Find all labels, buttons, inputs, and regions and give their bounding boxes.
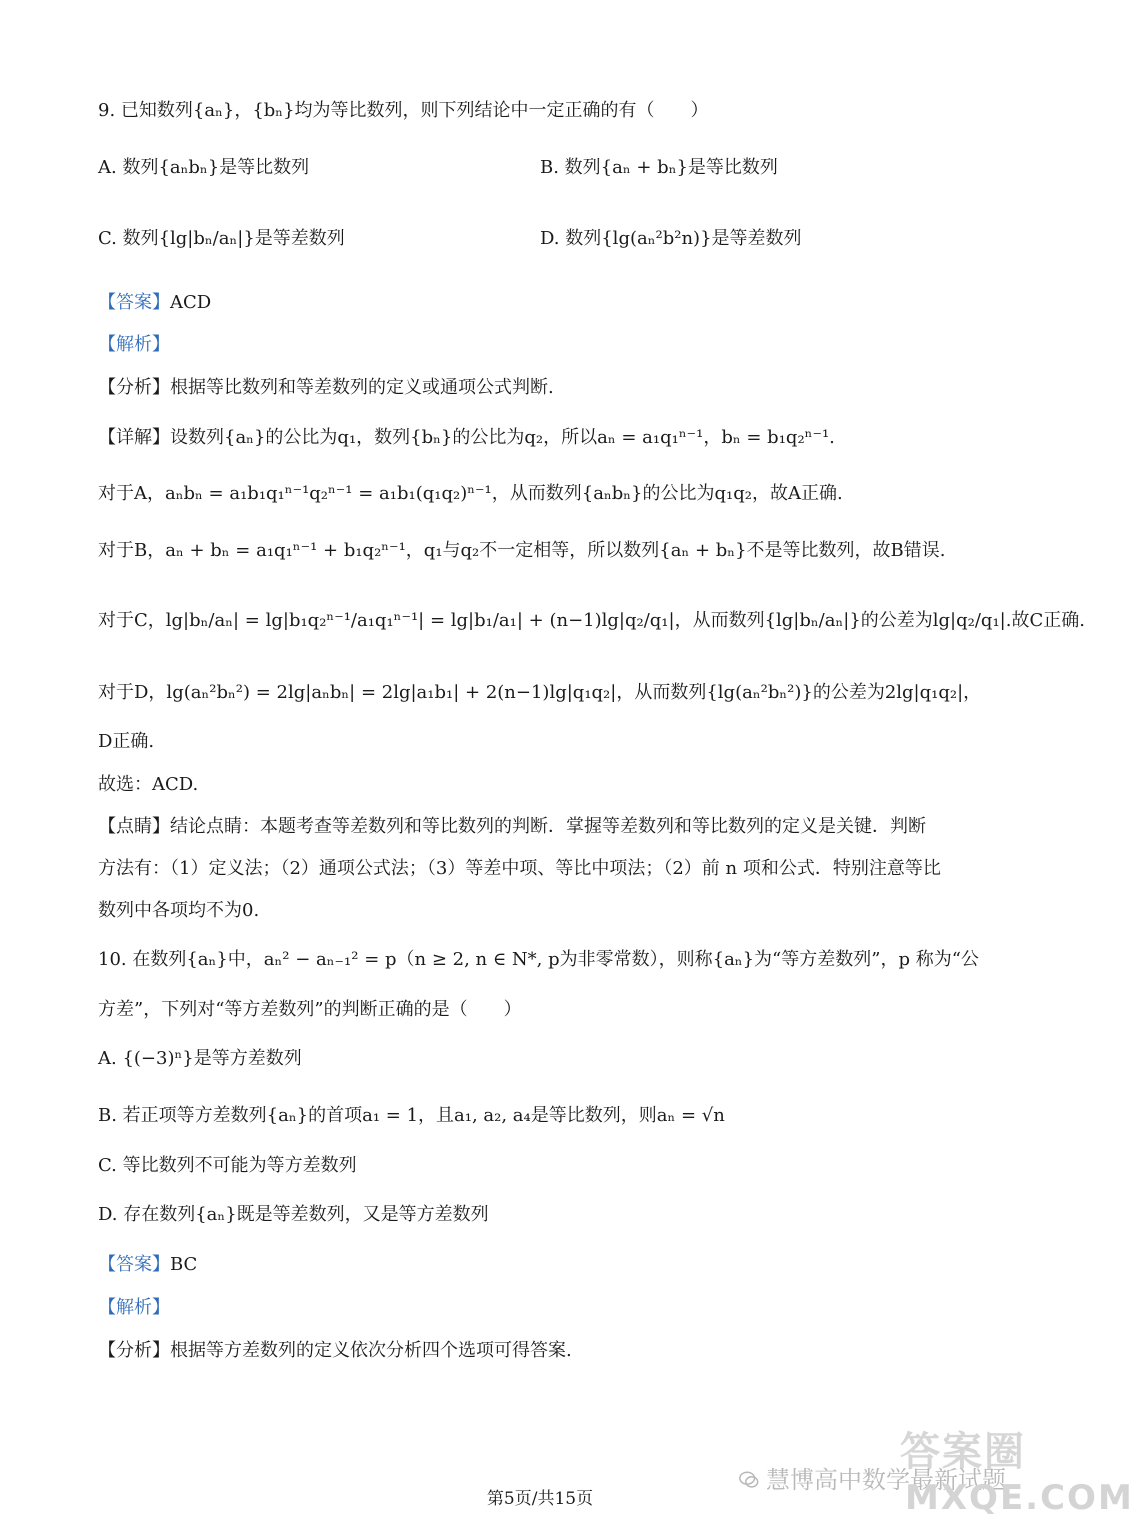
q10-option-b: B. 若正项等方差数列{aₙ}的首项a₁ = 1，且a₁, a₂, a₄是等比数列，则aₙ = √n: [98, 1105, 725, 1126]
watermark-logo: 答案圈: [900, 1429, 1026, 1475]
q9-for-d-cont: D正确.: [98, 731, 155, 752]
q10-answer: [98, 1252, 197, 1278]
answer-tag: 【答案】: [98, 292, 170, 313]
fenxi-tag: 【分析】: [98, 377, 170, 398]
page-footer: 第5页/共15页: [486, 1489, 594, 1509]
point-text: 结论点睛：本题考查等差数列和等比数列的判断．掌握等差数列和等比数列的定义是关键．判断: [170, 816, 926, 837]
q10-stem-1: 10. 在数列{aₙ}中，aₙ² − aₙ₋₁² = p（n ≥ 2, n ∈ N*, p为非零常数），则称{aₙ}为“等方差数列”，p 称为“公: [98, 949, 979, 970]
point-tag: 【点睛】: [98, 816, 170, 837]
q9-for-a: 对于A，aₙbₙ = a₁b₁q₁ⁿ⁻¹q₂ⁿ⁻¹ = a₁b₁(q₁q₂)ⁿ⁻¹，从而数列{aₙbₙ}的公比为q₁q₂，故A正确.: [98, 483, 843, 504]
q9-point-1: [98, 814, 926, 840]
q9-option-a: A. 数列{aₙbₙ}是等比数列: [98, 157, 310, 178]
answer-value: ACD: [170, 292, 212, 313]
q10-option-c: C. 等比数列不可能为等方差数列: [98, 1155, 357, 1176]
q9-fenxi: [98, 375, 554, 401]
q9-stem: 9. 已知数列{aₙ}，{bₙ}均为等比数列，则下列结论中一定正确的有（ ）: [98, 100, 709, 121]
answer-tag: 【答案】: [98, 1254, 170, 1275]
detail-text: 设数列{aₙ}的公比为q₁，数列{bₙ}的公比为q₂，所以aₙ = a₁q₁ⁿ⁻¹，bₙ = b₁q₂ⁿ⁻¹.: [170, 427, 835, 448]
q9-option-b: B. 数列{aₙ + bₙ}是等比数列: [540, 157, 778, 178]
q9-for-c: 对于C，lg|bₙ/aₙ| = lg|b₁q₂ⁿ⁻¹/a₁q₁ⁿ⁻¹| = lg|b₁/a₁| + (n−1)lg|q₂/q₁|，从而数列{lg|bₙ/aₙ|}的公差为lg|q₂/q₁|.故C正确.: [98, 610, 1085, 631]
q9-choose: 故选：ACD.: [98, 774, 199, 795]
q9-analysis-tag: 【解析】: [98, 334, 170, 355]
q9-answer: [98, 290, 211, 316]
q10-stem-2: 方差”，下列对“等方差数列”的判断正确的是（ ）: [98, 999, 522, 1020]
q9-option-c: C. 数列{lg|bₙ/aₙ|}是等差数列: [98, 228, 345, 249]
q9-option-d: D. 数列{lg(aₙ²b²n)}是等差数列: [540, 228, 802, 249]
fenxi-text: 根据等比数列和等差数列的定义或通项公式判断.: [170, 377, 554, 398]
q9-point-2: 方法有：（1）定义法；（2）通项公式法；（3）等差中项、等比中项法；（2）前 n 项和公式．特别注意等比: [98, 858, 941, 879]
answer-value: BC: [170, 1254, 198, 1275]
fenxi-tag: 【分析】: [98, 1340, 170, 1361]
q9-point-3: 数列中各项均不为0.: [98, 900, 260, 921]
q9-for-d: 对于D，lg(aₙ²bₙ²) = 2lg|aₙbₙ| = 2lg|a₁b₁| + 2(n−1)lg|q₁q₂|，从而数列{lg(aₙ²bₙ²)}的公差为2lg|q₁q₂|，: [98, 682, 982, 703]
q10-fenxi: [98, 1338, 572, 1364]
q10-option-a: A. {(−3)ⁿ}是等方差数列: [98, 1048, 302, 1069]
q10-option-d: D. 存在数列{aₙ}既是等差数列，又是等方差数列: [98, 1204, 489, 1225]
watermark-text: 慧博高中数学最新试题: [766, 1466, 1006, 1494]
q9-detail: [98, 425, 835, 451]
q10-analysis-tag: 【解析】: [98, 1297, 170, 1318]
fenxi-text: 根据等方差数列的定义依次分析四个选项可得答案.: [170, 1340, 572, 1361]
q9-for-b: 对于B，aₙ + bₙ = a₁q₁ⁿ⁻¹ + b₁q₂ⁿ⁻¹，q₁与q₂不一定相等，所以数列{aₙ + bₙ}不是等比数列，故B错误.: [98, 540, 946, 561]
detail-tag: 【详解】: [98, 427, 170, 448]
watermark-domain: MXQE.COM: [905, 1478, 1134, 1518]
